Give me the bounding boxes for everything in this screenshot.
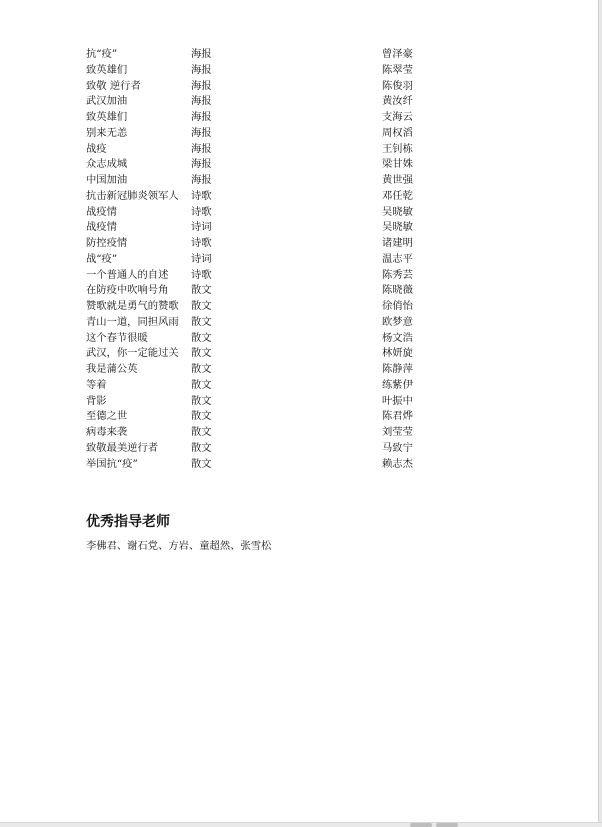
entry-author: 陈翠莹 [382, 63, 413, 76]
entry-author: 支海云 [382, 111, 413, 123]
entry-title: 战疫情 [86, 205, 117, 218]
list-item [86, 173, 426, 189]
entry-type: 海报 [191, 63, 212, 76]
entry-type: 海报 [191, 158, 212, 171]
list-item [86, 205, 426, 221]
entry-type: 诗歌 [191, 237, 212, 249]
entry-title: 武汉加油 [86, 95, 128, 108]
list-item [86, 394, 426, 410]
vertical-scrollbar[interactable] [598, 0, 602, 827]
entry-author: 杨文浩 [382, 331, 413, 344]
entry-type: 海报 [191, 142, 212, 155]
list-item [86, 457, 426, 473]
entry-type: 散文 [191, 410, 212, 423]
entry-title: 抗“疫” [86, 48, 118, 60]
entry-type: 诗词 [191, 252, 212, 265]
list-item [86, 126, 426, 142]
entry-author: 周权滔 [382, 126, 413, 139]
entry-author: 邓任乾 [382, 189, 413, 202]
entry-author: 马致宁 [382, 441, 413, 454]
horizontal-scrollbar[interactable] [0, 822, 602, 827]
entry-title: 致敬最美逆行者 [86, 441, 159, 454]
list-item [86, 79, 426, 95]
entry-author: 曾泽豪 [382, 48, 413, 60]
entry-author: 刘莹莹 [382, 426, 413, 438]
entry-title: 这个春节很暖 [86, 331, 148, 344]
entry-author: 陈君烨 [382, 410, 413, 423]
entry-type: 海报 [191, 126, 212, 139]
entry-author: 林妍旋 [382, 347, 413, 360]
entry-author: 温志平 [382, 252, 413, 265]
entry-type: 散文 [191, 331, 212, 344]
entry-type: 海报 [191, 174, 212, 186]
entry-author: 黄汝纤 [382, 95, 413, 108]
list-item [86, 94, 426, 110]
entry-title: 中国加油 [86, 174, 128, 186]
list-item [86, 346, 426, 362]
entry-title: 青山一道，同担风雨 [86, 315, 179, 328]
list-item [86, 157, 426, 173]
entry-type: 散文 [191, 300, 212, 312]
entry-author: 黄世强 [382, 174, 413, 186]
entry-title: 致英雄们 [86, 63, 128, 76]
list-item [86, 441, 426, 457]
entry-title: 战“疫” [86, 252, 118, 265]
entry-title: 别来无恙 [86, 126, 128, 139]
list-item [86, 189, 426, 205]
scroll-thumb-right[interactable] [436, 823, 458, 827]
entry-type: 诗歌 [191, 205, 212, 218]
entry-title: 赞歌就是勇气的赞歌 [86, 300, 179, 312]
entry-type: 海报 [191, 111, 212, 123]
entry-title: 背影 [86, 394, 107, 407]
entry-title: 在防疫中吹响号角 [86, 284, 169, 297]
entry-type: 散文 [191, 315, 212, 328]
entry-title: 至德之世 [86, 410, 128, 423]
entry-type: 散文 [191, 441, 212, 454]
list-item [86, 409, 426, 425]
list-item [86, 283, 426, 299]
entry-type: 海报 [191, 48, 212, 60]
entry-type: 诗歌 [191, 268, 212, 281]
entry-title: 战疫 [86, 142, 107, 155]
entry-author: 赖志杰 [382, 457, 413, 470]
entry-title: 战疫情 [86, 221, 117, 234]
entry-title: 众志成城 [86, 158, 128, 171]
entry-title: 抗击新冠肺炎领军人 [86, 189, 179, 202]
entry-type: 散文 [191, 363, 212, 375]
entry-type: 海报 [191, 79, 212, 92]
entry-author: 王钊栋 [382, 142, 413, 155]
list-item [86, 252, 426, 268]
entry-type: 散文 [191, 347, 212, 360]
entry-title: 举国抗“疫” [86, 457, 138, 470]
entry-title: 我是蒲公英 [86, 363, 138, 375]
entry-type: 海报 [191, 95, 212, 108]
entry-author: 练紫伊 [382, 378, 413, 391]
entry-title: 致敬 逆行者 [86, 79, 141, 92]
list-item [86, 425, 426, 441]
entry-author: 陈俊羽 [382, 79, 413, 92]
list-item [86, 299, 426, 315]
list-item [86, 220, 426, 236]
entry-author: 叶振中 [382, 394, 413, 407]
list-item [86, 47, 426, 63]
entry-author: 梁甘姝 [382, 158, 413, 171]
entry-type: 散文 [191, 284, 212, 297]
entry-author: 徐俏怡 [382, 300, 413, 312]
entry-type: 散文 [191, 457, 212, 470]
list-item [86, 315, 426, 331]
list-item [86, 236, 426, 252]
entry-author: 吴晓敏 [382, 205, 413, 218]
list-item [86, 331, 426, 347]
entry-author: 诸建明 [382, 237, 413, 249]
entry-title: 致英雄们 [86, 111, 128, 123]
entry-title: 病毒来袭 [86, 426, 128, 438]
entry-title: 防控疫情 [86, 237, 128, 249]
entry-type: 散文 [191, 378, 212, 391]
list-item [86, 142, 426, 158]
entry-author: 陈晓薇 [382, 284, 413, 297]
entry-author: 吴晓敏 [382, 221, 413, 234]
list-item [86, 268, 426, 284]
list-item [86, 378, 426, 394]
entry-title: 等着 [86, 378, 107, 391]
section-heading-teachers: 优秀指导老师 [86, 514, 170, 530]
entry-type: 诗歌 [191, 189, 212, 202]
list-item [86, 63, 426, 79]
list-item [86, 110, 426, 126]
entry-type: 散文 [191, 394, 212, 407]
award-list [86, 47, 426, 472]
entry-type: 散文 [191, 426, 212, 438]
entry-title: 一个普通人的自述 [86, 268, 169, 281]
teacher-names: 李佛君、谢石党、方岩、童超然、张雪松 [86, 540, 272, 552]
entry-author: 陈静萍 [382, 363, 413, 375]
entry-author: 陈秀芸 [382, 268, 413, 281]
entry-author: 欧梦意 [382, 315, 413, 328]
scroll-thumb-left[interactable] [410, 823, 432, 827]
entry-type: 诗词 [191, 221, 212, 234]
list-item [86, 362, 426, 378]
entry-title: 武汉，你一定能过关 [86, 347, 179, 360]
